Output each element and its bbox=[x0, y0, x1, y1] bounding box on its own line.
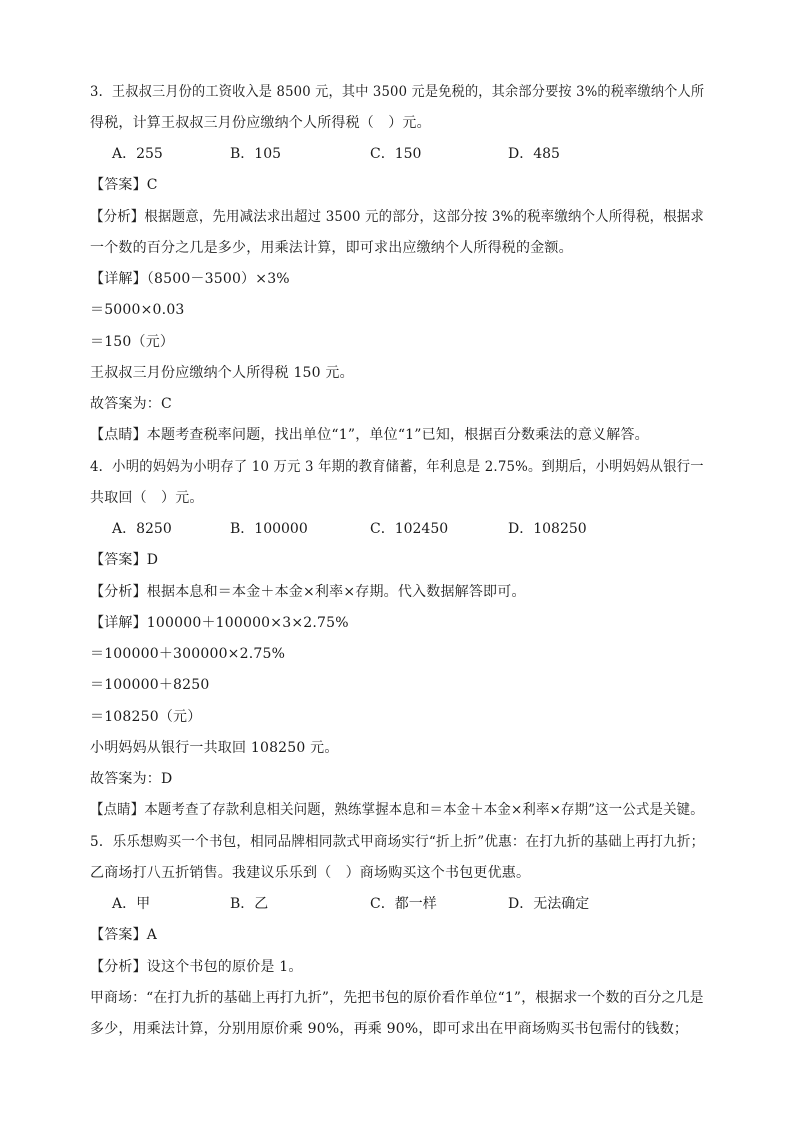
question-5-option-a: A．甲 bbox=[112, 896, 151, 912]
question-3-analysis-line-2: 一个数的百分之几是多少，用乘法计算，即可求出应缴纳个人所得税的金额。 bbox=[90, 240, 573, 256]
question-5-stem-line-1: 5．乐乐想购买一个书包，相同品牌相同款式甲商场实行“折上折”优惠：在打九折的基础上再打九折； bbox=[90, 834, 705, 850]
question-3-analysis-line-1: 【分析】根据题意，先用减法求出超过 3500 元的部分，这部分按 3%的税率缴纳个人所得税，根据求 bbox=[90, 209, 705, 225]
question-4-stem-line-2: 共取回（ ）元。 bbox=[90, 490, 204, 506]
question-3-detail-line-2: ＝5000×0.03 bbox=[90, 302, 185, 318]
question-4-option-c: C．102450 bbox=[370, 521, 449, 537]
question-4-detail-line-2: ＝100000＋300000×2.75% bbox=[90, 646, 286, 662]
question-5-analysis-line-1: 【分析】设这个书包的原价是 1。 bbox=[90, 959, 303, 975]
question-4-comment: 【点睛】本题考查了存款利息相关问题，熟练掌握本息和＝本金＋本金×利率×存期”这一公式是关键。 bbox=[90, 802, 704, 818]
question-3-options bbox=[0, 144, 794, 164]
question-5-option-b: B．乙 bbox=[230, 896, 269, 912]
question-5-options bbox=[0, 894, 794, 914]
question-5-analysis-line-3: 多少，用乘法计算，分别用原价乘 90%，再乘 90%，即可求出在甲商场购买书包需付的钱数； bbox=[90, 1021, 689, 1037]
question-4-analysis-line-1: 【分析】根据本息和＝本金＋本金×利率×存期。代入数据解答即可。 bbox=[90, 584, 526, 600]
question-4-option-d: D．108250 bbox=[508, 521, 587, 537]
question-5-stem-line-2: 乙商场打八五折销售。我建议乐乐到（ ）商场购买这个书包更优惠。 bbox=[90, 865, 531, 881]
question-3-detail-line-3: ＝150（元） bbox=[90, 334, 175, 350]
question-4-option-b: B．100000 bbox=[230, 521, 308, 537]
question-3-option-d: D．485 bbox=[508, 146, 560, 162]
question-4-options bbox=[0, 519, 794, 539]
question-3-detail-line-4: 王叔叔三月份应缴纳个人所得税 150 元。 bbox=[90, 365, 354, 381]
question-3-stem-line-2: 得税，计算王叔叔三月份应缴纳个人所得税（ ）元。 bbox=[90, 115, 431, 131]
question-5-option-d: D．无法确定 bbox=[508, 896, 590, 912]
question-4-detail-line-5: 小明妈妈从银行一共取回 108250 元。 bbox=[90, 740, 339, 756]
question-3-option-b: B．105 bbox=[230, 146, 282, 162]
question-5-analysis-line-2: 甲商场：“在打九折的基础上再打九折”，先把书包的原价看作单位“1”，根据求一个数的百分之几是 bbox=[90, 990, 704, 1006]
question-5-option-c: C．都一样 bbox=[370, 896, 437, 912]
question-4-detail-line-3: ＝100000＋8250 bbox=[90, 677, 210, 693]
question-4-option-a: A．8250 bbox=[112, 521, 172, 537]
question-4-detail-line-4: ＝108250（元） bbox=[90, 709, 202, 725]
question-5-answer: 【答案】A bbox=[90, 927, 158, 943]
question-3-stem-line-1: 3．王叔叔三月份的工资收入是 8500 元，其中 3500 元是免税的，其余部分要按 3%的税率缴纳个人所 bbox=[90, 84, 705, 100]
question-3-comment: 【点睛】本题考查税率问题，找出单位“1”，单位“1”已知，根据百分数乘法的意义解答。 bbox=[90, 427, 649, 443]
question-4-detail-line-1: 【详解】100000＋100000×3×2.75% bbox=[90, 615, 349, 631]
question-3-option-c: C．150 bbox=[370, 146, 422, 162]
question-4-detail-line-6: 故答案为：D bbox=[90, 771, 173, 787]
question-4-stem-line-1: 4．小明的妈妈为小明存了 10 万元 3 年期的教育储蓄，年利息是 2.75%。到期后，小明妈妈从银行一 bbox=[90, 459, 704, 475]
question-3-detail-line-1: 【详解】（8500－3500）×3% bbox=[90, 271, 290, 287]
question-3-detail-line-5: 故答案为：C bbox=[90, 396, 172, 412]
question-3-answer: 【答案】C bbox=[90, 177, 158, 193]
question-4-answer: 【答案】D bbox=[90, 552, 159, 568]
question-3-option-a: A．255 bbox=[112, 146, 163, 162]
